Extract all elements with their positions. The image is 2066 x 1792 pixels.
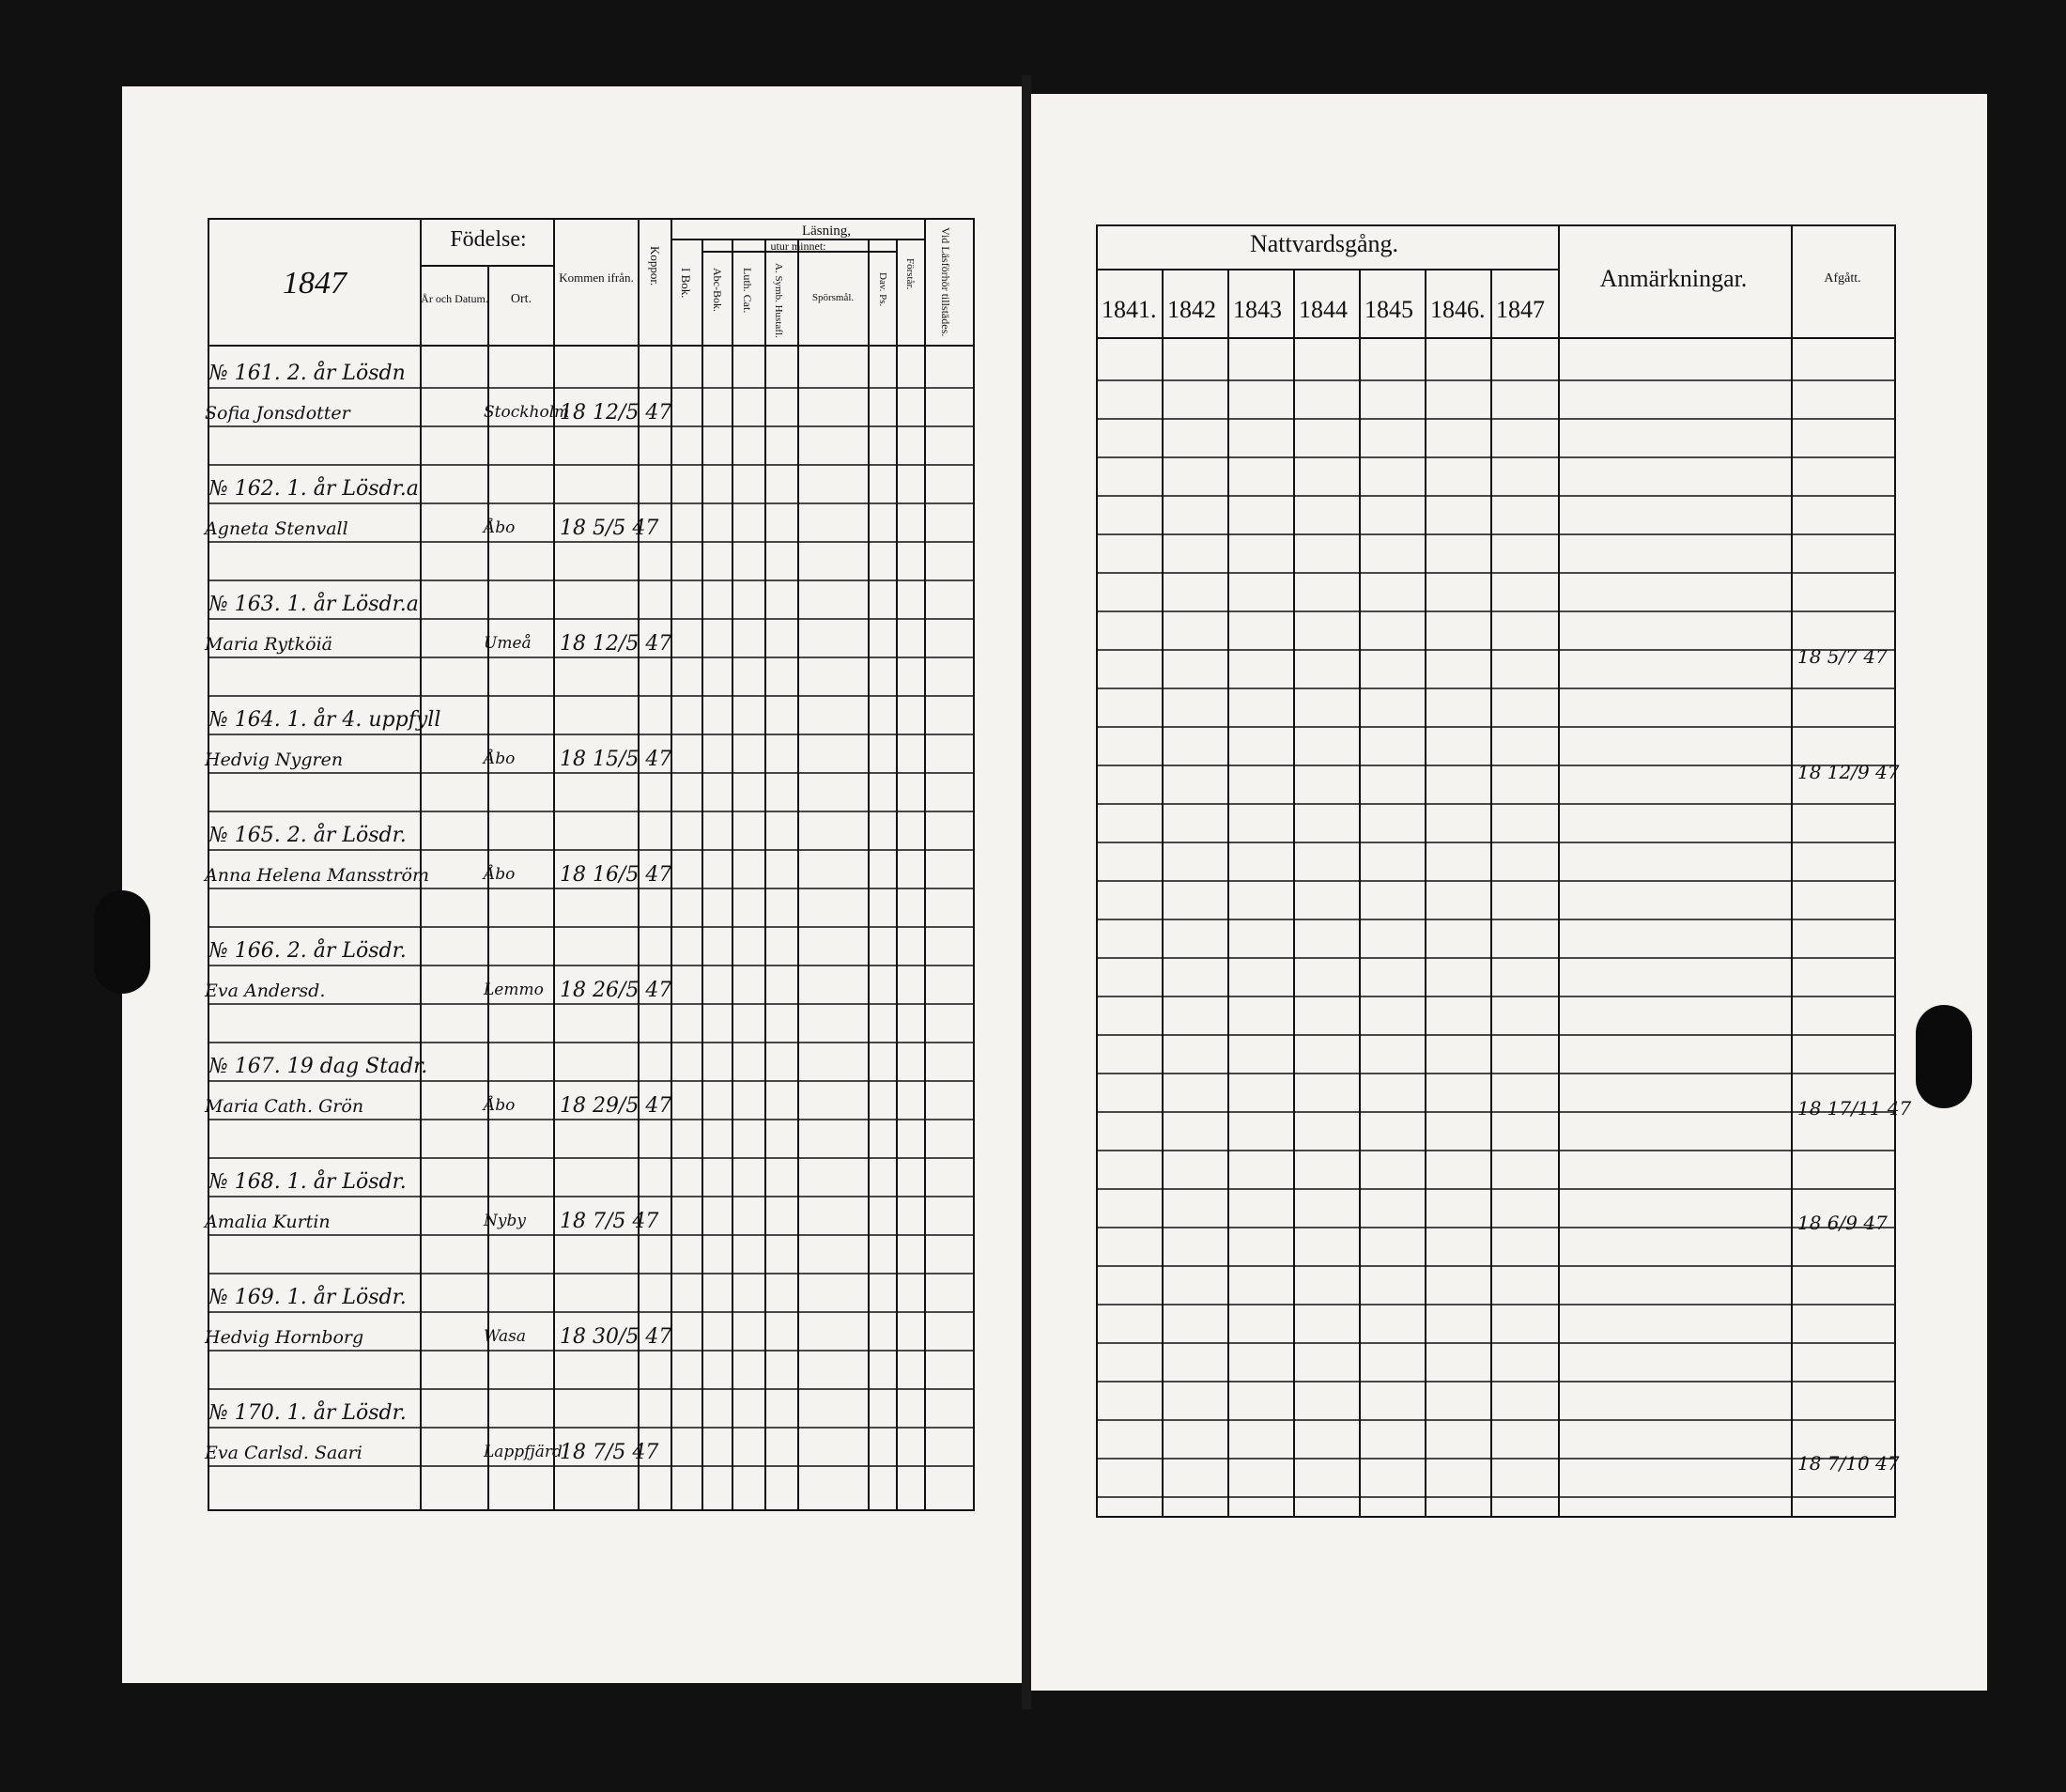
entry-name: Eva Carlsd. Saari (205, 1443, 362, 1463)
right-row-lines (1097, 380, 1895, 1497)
afgatt-date: 18 7/10 47 (1797, 1452, 1900, 1475)
header-symb: A. Symb. Hustafl. (773, 263, 784, 338)
entry-name: Amalia Kurtin (205, 1212, 331, 1232)
header-ort: Ort. (510, 292, 532, 306)
header-sporsmal: Spörsmål. (811, 292, 855, 303)
entry-name: Sofia Jonsdotter (205, 403, 350, 424)
header-anmarkningar: Anmärkningar. (1599, 265, 1748, 292)
right-header-labels (1250, 230, 1861, 292)
header-abc-bok: Abc-Bok. (711, 268, 724, 312)
entry-ort: Nyby (484, 1212, 526, 1230)
entry-date: 18 15/5 47 (560, 748, 672, 771)
entry-date: 18 7/5 47 (560, 1441, 659, 1464)
entry-ort: Lemmo (484, 981, 544, 999)
nattvard-year-2: 1843 (1233, 296, 1282, 323)
entry-date: 18 12/5 47 (560, 401, 672, 425)
entry-no: № 164. 1. år 4. uppfyll (208, 708, 441, 732)
entry-ort: Åbo (484, 1096, 516, 1115)
afgatt-date: 18 12/9 47 (1797, 761, 1900, 783)
entry-name: Hedvig Hornborg (205, 1327, 364, 1348)
header-lasning: Läsning, (801, 224, 852, 239)
entry-name: Maria Rytköiä (205, 634, 333, 655)
entry-no: № 163. 1. år Lösdr.a (208, 593, 419, 616)
entry-ort: Åbo (484, 865, 516, 884)
entry-date: 18 5/5 47 (560, 517, 659, 540)
nattvard-year-4: 1845 (1364, 296, 1413, 323)
entry-date: 18 12/5 47 (560, 632, 672, 656)
header-fodelse: Födelse: (450, 227, 527, 252)
entry-name: Eva Andersd. (205, 981, 326, 1001)
header-koppor: Koppor. (648, 246, 662, 286)
header-nattvardsgang: Nattvardsgång. (1249, 230, 1399, 257)
entry-date: 18 16/5 47 (560, 863, 672, 887)
nattvard-year-5: 1846. (1430, 296, 1486, 323)
entry-no: № 170. 1. år Lösdr. (208, 1401, 407, 1425)
entry-ort: Lappfjärd (484, 1443, 563, 1461)
afgatt-date: 18 5/7 47 (1797, 645, 1888, 668)
entry-ort: Stockholm (484, 403, 570, 422)
header-vid-lasforhor: Vid Läsförhör tillstädes. (939, 227, 952, 337)
header-i-bok: I Bok. (679, 268, 693, 299)
entry-name: Anna Helena Mansström (205, 865, 429, 886)
entry-no: № 168. 1. år Lösdr. (208, 1170, 407, 1194)
header-kommen: Kommen ifrån. (559, 270, 634, 285)
entry-no: № 167. 19 dag Stadr. (208, 1055, 428, 1078)
nattvard-year-0: 1841. (1102, 296, 1157, 323)
entry-ort: Umeå (484, 634, 532, 653)
nattvard-years (1102, 296, 1545, 323)
header-luth-cat: Luth. Cat. (741, 268, 754, 314)
entry-date: 18 7/5 47 (560, 1210, 659, 1233)
entry-ort: Åbo (484, 518, 516, 537)
header-afgatt: Afgått. (1824, 271, 1861, 286)
entry-date: 18 30/5 47 (560, 1325, 672, 1349)
entry-name: Hedvig Nygren (205, 749, 344, 770)
nattvard-year-1: 1842 (1167, 296, 1216, 323)
nattvard-year-3: 1844 (1299, 296, 1348, 323)
entry-name: Maria Cath. Grön (205, 1096, 364, 1117)
entry-ort: Wasa (484, 1327, 526, 1346)
header-utur-minnet: utur minnet: (770, 239, 826, 253)
year-heading: 1847 (283, 266, 347, 301)
afgatt-date: 18 6/9 47 (1797, 1212, 1888, 1234)
entry-no: № 169. 1. år Lösdr. (208, 1286, 407, 1309)
entry-no: № 161. 2. år Lösdn (208, 362, 406, 385)
entry-no: № 166. 2. år Lösdr. (208, 939, 407, 963)
entry-name: Agneta Stenvall (205, 518, 348, 539)
header-dav-ps: Dav. Ps. (877, 272, 888, 307)
entry-ort: Åbo (484, 749, 516, 768)
header-ar-datum: År och Datum. (421, 292, 488, 305)
entry-no: № 165. 2. år Lösdr. (208, 824, 407, 847)
header-forstar: Förstår. (904, 258, 916, 290)
nattvard-year-6: 1847 (1496, 296, 1545, 323)
entry-date: 18 29/5 47 (560, 1094, 672, 1118)
entry-no: № 162. 1. år Lösdr.a (208, 477, 419, 501)
afgatt-date: 18 17/11 47 (1797, 1097, 1912, 1120)
entry-date: 18 26/5 47 (560, 979, 672, 1002)
